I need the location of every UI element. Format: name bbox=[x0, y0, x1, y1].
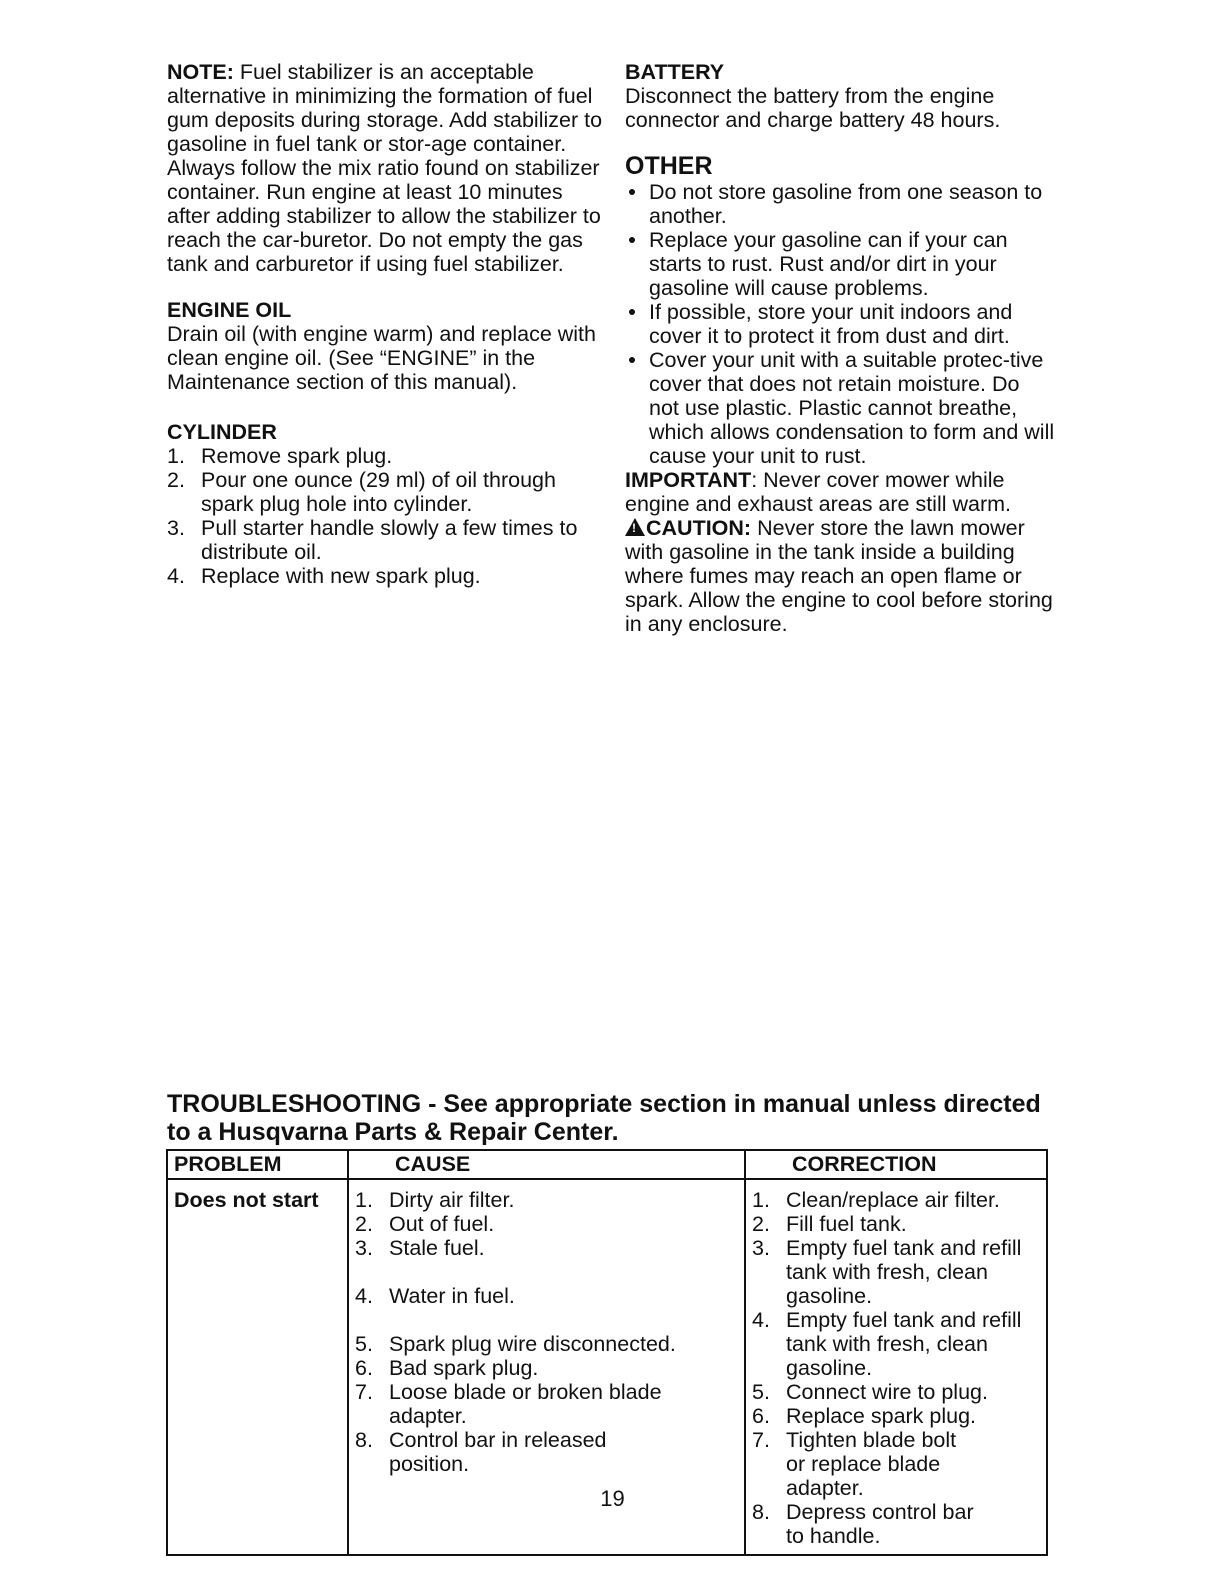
bullet-icon bbox=[629, 309, 635, 315]
cylinder-steps bbox=[167, 444, 607, 588]
list-item: 7. Tighten blade bolt or replace blade adapter. bbox=[752, 1428, 957, 1500]
bullet-icon bbox=[629, 357, 635, 363]
cause-list bbox=[355, 1188, 738, 1476]
list-item: 8. Control bar in released position. bbox=[355, 1428, 607, 1476]
engine-oil-text: Drain oil (with engine warm) and replace with clean engine oil. (See “ENGINE” in the Maintenance section of this manual). bbox=[167, 322, 596, 394]
list-item: 2. Fill fuel tank. bbox=[752, 1212, 907, 1236]
caution-note bbox=[625, 516, 1055, 636]
right-column bbox=[625, 60, 1055, 636]
note-label: NOTE: bbox=[167, 60, 234, 84]
correction-header: CORRECTION bbox=[745, 1150, 1047, 1179]
list-item: Replace your gasoline can if your can starts to rust. Rust and/or dirt in your gasoline will cause problems. bbox=[625, 228, 1055, 300]
note-text: Fuel stabilizer is an acceptable alternative in minimizing the formation of fuel gum deposits during storage. Add stabilizer to gasoline in fuel tank or stor-age container. Always follow the mix ratio found on stabilizer container. Run engine at least 10 minutes after adding stabilizer to allow the stabilizer to reach the car-buretor. Do not empty the gas tank and carburetor if using fuel stabilizer. bbox=[167, 60, 603, 276]
problem-header: PROBLEM bbox=[167, 1150, 348, 1179]
list-item: 1. Clean/replace air filter. bbox=[752, 1188, 1000, 1212]
troubleshooting-title: TROUBLESHOOTING - See appropriate section in manual unless directed to a Husqvarna Parts & Repair Center. bbox=[167, 1090, 1041, 1146]
list-item: Cover your unit with a suitable protec-tive cover that does not retain moisture. Do not use plastic. Plastic cannot breathe, which allows condensation to form and will cause your unit to rust. bbox=[625, 348, 1055, 468]
list-item: 4. Water in fuel. bbox=[355, 1284, 515, 1308]
important-note bbox=[625, 468, 1055, 516]
fuel-stabilizer-note bbox=[167, 60, 607, 276]
other-bullets bbox=[625, 180, 1055, 468]
list-item: 2. Pour one ounce (29 ml) of oil through spark plug hole into cylinder. bbox=[167, 468, 556, 516]
list-item: 5. Connect wire to plug. bbox=[752, 1380, 988, 1404]
list-item: 4. Replace with new spark plug. bbox=[167, 564, 481, 588]
left-column bbox=[167, 60, 607, 588]
bullet-icon bbox=[629, 189, 635, 195]
list-item: 1. Remove spark plug. bbox=[167, 444, 393, 468]
engine-oil-heading: ENGINE OIL bbox=[167, 298, 292, 322]
warning-triangle-icon bbox=[625, 518, 645, 536]
battery-heading: BATTERY bbox=[625, 60, 725, 84]
table-header-row bbox=[167, 1150, 1047, 1179]
list-item: 7. Loose blade or broken blade adapter. bbox=[355, 1380, 662, 1428]
important-label: IMPORTANT bbox=[625, 468, 752, 492]
list-item: 3. Stale fuel. bbox=[355, 1236, 485, 1260]
list-item: If possible, store your unit indoors and cover it to protect it from dust and dirt. bbox=[625, 300, 1055, 348]
bullet-icon bbox=[629, 237, 635, 243]
cylinder-heading: CYLINDER bbox=[167, 420, 277, 444]
list-item: 5. Spark plug wire disconnected. bbox=[355, 1332, 676, 1356]
caution-label: CAUTION: bbox=[646, 516, 752, 540]
list-item: 6. Replace spark plug. bbox=[752, 1404, 977, 1428]
list-item: 1. Dirty air filter. bbox=[355, 1188, 515, 1212]
list-item: 2. Out of fuel. bbox=[355, 1212, 495, 1236]
important-text: : Never cover mower while engine and exhaust areas are still warm. bbox=[625, 468, 1012, 516]
list-item: 4. Empty fuel tank and refill tank with fresh, clean gasoline. bbox=[752, 1308, 1022, 1380]
list-item: Do not store gasoline from one season to another. bbox=[625, 180, 1055, 228]
list-item: 6. Bad spark plug. bbox=[355, 1356, 539, 1380]
other-heading: OTHER bbox=[625, 152, 713, 180]
page-number: 19 bbox=[600, 1486, 625, 1511]
list-item: 3. Empty fuel tank and refill tank with fresh, clean gasoline. bbox=[752, 1236, 1022, 1308]
caution-text: Never store the lawn mower with gasoline in the tank inside a building where fumes may reach an open flame or spark. Allow the engine to cool before storing in any enclosure. bbox=[625, 516, 1053, 636]
problem-cell: Does not start bbox=[167, 1179, 348, 1555]
list-item: 3. Pull starter handle slowly a few times to distribute oil. bbox=[167, 516, 578, 564]
list-item: 8. Depress control bar to handle. bbox=[752, 1500, 974, 1548]
cause-header: CAUSE bbox=[348, 1150, 745, 1179]
battery-text: Disconnect the battery from the engine connector and charge battery 48 hours. bbox=[625, 84, 1001, 132]
